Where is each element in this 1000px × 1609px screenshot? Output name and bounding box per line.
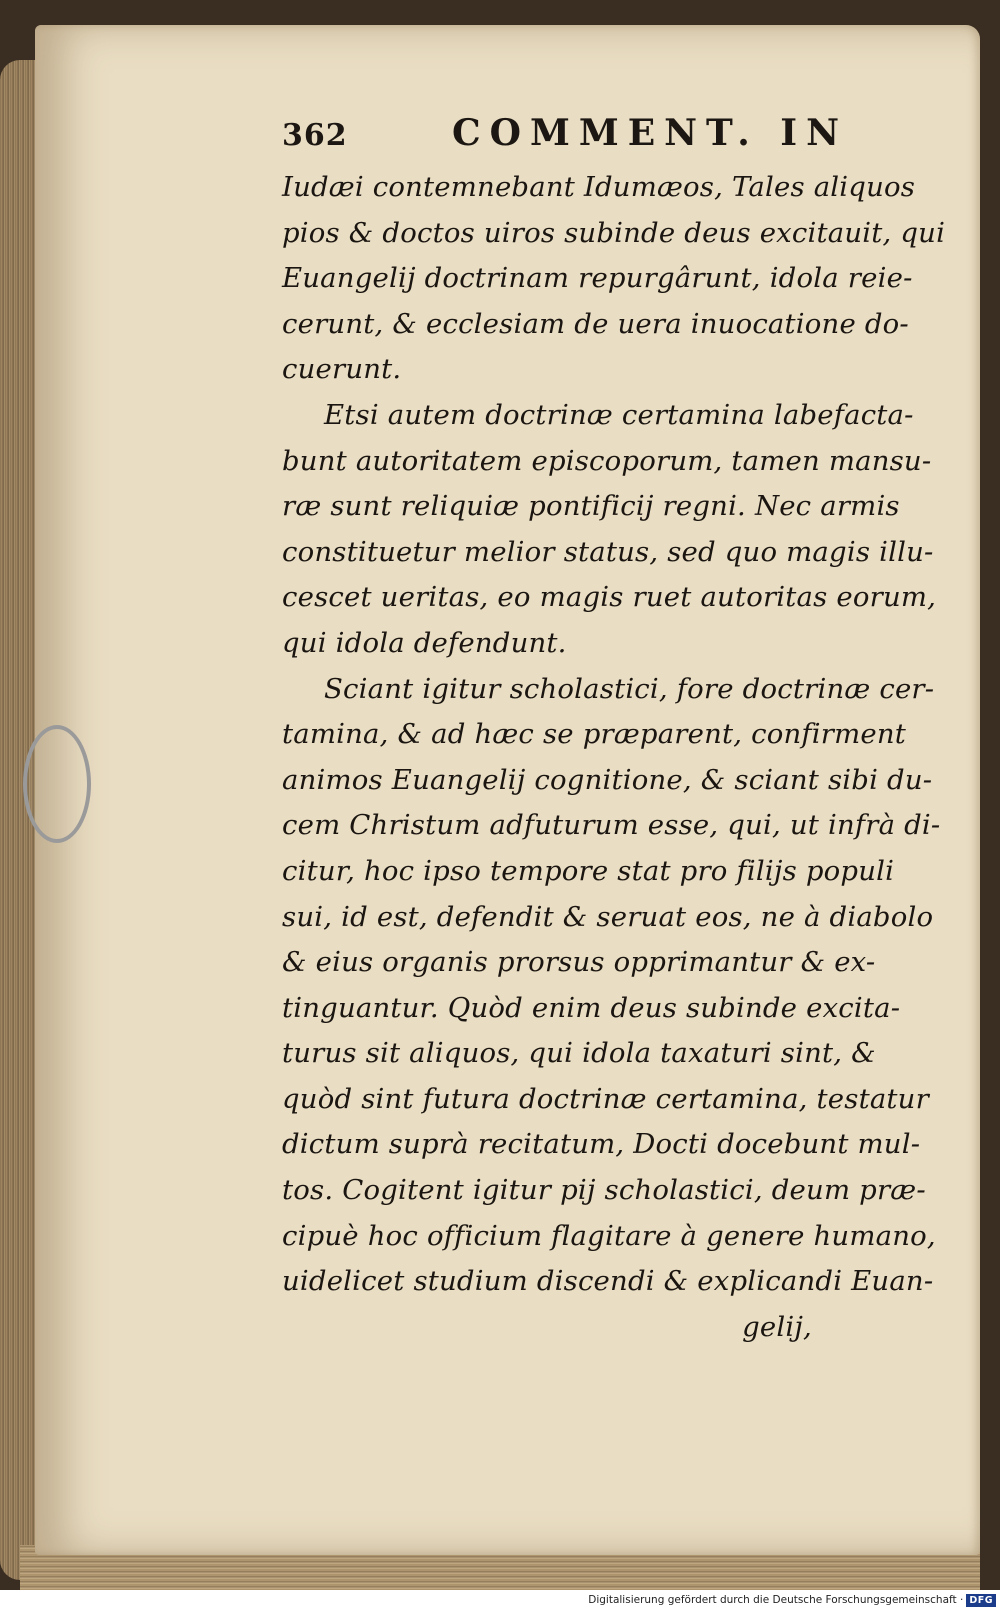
text-line: Euangelij doctrinam repurgârunt, idola reie- xyxy=(282,262,913,295)
text-line: tos. Cogitent igitur pij scholastici, deum præ- xyxy=(282,1174,926,1207)
text-line: citur, hoc ipso tempore stat pro filijs populi xyxy=(282,854,895,887)
dfg-logo: DFG xyxy=(966,1594,996,1607)
text-line: turus sit aliquos, qui idola taxaturi sint, & xyxy=(282,1037,876,1070)
text-line: cescet ueritas, eo magis ruet autoritas eorum, xyxy=(282,581,937,614)
text-line: dictum suprà recitatum, Docti docebunt mul- xyxy=(282,1128,921,1161)
credit-text: Digitalisierung gefördert durch die Deutsche Forschungsgemeinschaft · xyxy=(588,1594,964,1606)
text-line: bunt autoritatem episcoporum, tamen mansu- xyxy=(282,444,932,477)
text-line: quòd sint futura doctrinæ certamina, testatur xyxy=(282,1082,929,1115)
text-line: cem Christum adfuturum esse, qui, ut infrà di- xyxy=(282,809,941,842)
text-line: tamina, & ad hæc se præparent, confirment xyxy=(282,718,907,751)
digitization-credit xyxy=(0,1592,1000,1609)
text-line: tinguantur. Quòd enim deus subinde excita- xyxy=(282,991,901,1024)
text-line: cipuè hoc officium flagitare à genere humano, xyxy=(282,1219,936,1252)
page-number: 362 xyxy=(282,118,348,153)
text-line: pios & doctos uiros subinde deus excitauit, qui xyxy=(282,216,946,249)
text-line: cerunt, & ecclesiam de uera inuocatione do- xyxy=(282,307,909,340)
text-line: Sciant igitur scholastici, fore doctrinæ cer- xyxy=(324,672,935,705)
page-clip xyxy=(23,725,91,843)
text-line: ræ sunt reliquiæ pontificij regni. Nec armis xyxy=(282,490,900,523)
catchword: gelij, xyxy=(742,1310,812,1343)
text-line: & eius organis prorsus opprimantur & ex- xyxy=(282,946,876,979)
text-line: uidelicet studium discendi & explicandi Euan- xyxy=(282,1265,934,1298)
running-title: COMMENT. IN xyxy=(452,112,849,154)
body-text xyxy=(282,165,946,1350)
text-line: cuerunt. xyxy=(282,353,402,386)
text-line: Etsi autem doctrinæ certamina labefacta- xyxy=(324,398,914,431)
text-line: sui, id est, defendit & seruat eos, ne à diabolo xyxy=(282,900,934,933)
text-line: animos Euangelij cognitione, & sciant sibi du- xyxy=(282,763,933,796)
text-line: constituetur melior status, sed quo magis illu- xyxy=(282,535,934,568)
text-line: Iudæi contemnebant Idumæos, Tales aliquos xyxy=(282,171,916,203)
page-header xyxy=(282,110,902,160)
text-line: qui idola defendunt. xyxy=(282,626,567,659)
